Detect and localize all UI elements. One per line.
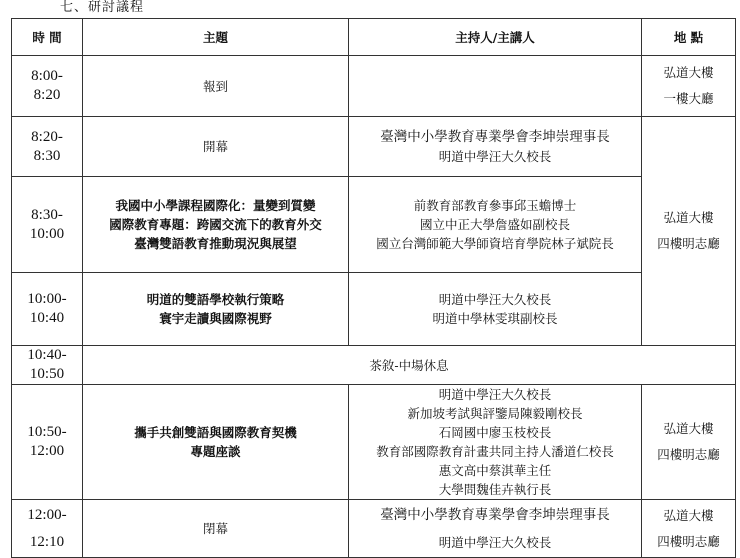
time-start: 10:50- <box>27 424 67 440</box>
time-end: 10:00 <box>29 225 65 242</box>
time-cell <box>12 346 83 385</box>
host-line: 明道中學汪大久校長 <box>438 387 552 402</box>
host-line: 大學問魏佳卉執行長 <box>438 482 552 497</box>
table-row <box>12 273 736 346</box>
agenda-table <box>11 18 736 558</box>
host-line: 明道中學汪大久校長 <box>438 292 552 307</box>
host-cell <box>349 273 642 346</box>
time-end: 12:10 <box>29 533 65 550</box>
time-cell <box>12 177 83 273</box>
topic-line: 開幕 <box>202 139 228 154</box>
header-host: 主持人/主講人 <box>349 19 642 56</box>
time-start: 8:30- <box>31 206 63 223</box>
time-start: 8:20- <box>31 128 63 145</box>
topic-line: 國際教育專題：跨國交流下的教育外交 <box>109 217 322 232</box>
host-line: 前教育部教育參事邱玉蟾博士 <box>413 198 577 213</box>
host-line: 明道中學汪大久校長 <box>438 148 552 164</box>
host-line: 新加坡考試與評鑒局陳毅剛校長 <box>407 406 583 421</box>
table-row <box>12 500 736 558</box>
place-cell <box>642 385 736 500</box>
time-cell <box>12 56 83 117</box>
host-cell <box>349 56 642 117</box>
table-row-break <box>12 346 736 385</box>
header-place: 地 點 <box>642 19 736 56</box>
topic-line: 報到 <box>202 78 228 94</box>
time-end: 10:40 <box>29 310 65 326</box>
topic-cell <box>83 177 349 273</box>
time-start: 12:00- <box>27 506 67 523</box>
time-end: 12:00 <box>29 443 65 459</box>
topic-line: 攜手共創雙語與國際教育契機 <box>134 425 297 440</box>
time-cell <box>12 385 83 500</box>
header-time: 時 間 <box>12 19 83 56</box>
time-end: 8:20 <box>33 87 61 103</box>
header-topic: 主題 <box>83 19 349 56</box>
time-start: 8:00- <box>31 68 63 84</box>
place-line: 四樓明志廳 <box>657 533 720 549</box>
topic-cell <box>83 273 349 346</box>
break-cell: 茶敘-中場休息 <box>83 346 736 385</box>
place-line: 弘道大樓 <box>663 210 714 225</box>
table-row <box>12 385 736 500</box>
host-cell <box>349 177 642 273</box>
time-start: 10:40- <box>27 347 67 363</box>
time-cell <box>12 500 83 558</box>
host-line: 明道中學林雯琪副校長 <box>432 311 558 326</box>
place-cell <box>642 56 736 117</box>
host-cell <box>349 385 642 500</box>
place-line: 一樓大廳 <box>663 91 714 106</box>
topic-line: 專題座談 <box>190 444 241 459</box>
table-row <box>12 56 736 117</box>
topic-cell <box>83 385 349 500</box>
host-line: 國立台灣師範大學師資培育學院林子斌院長 <box>376 236 614 251</box>
host-cell <box>349 500 642 558</box>
topic-line: 我國中小學課程國際化：量變到質變 <box>115 198 316 213</box>
time-start: 10:00- <box>27 291 67 307</box>
topic-line: 閉幕 <box>202 521 228 536</box>
place-line: 弘道大樓 <box>663 507 714 523</box>
header-row <box>12 19 736 56</box>
topic-cell <box>83 500 349 558</box>
place-cell <box>642 500 736 558</box>
host-line: 教育部國際教育計畫共同主持人潘道仁校長 <box>376 444 614 459</box>
place-line: 四樓明志廳 <box>657 447 720 462</box>
table-row <box>12 117 736 177</box>
host-line: 臺灣中小學教育專業學會李坤崇理事長 <box>380 506 610 523</box>
time-cell <box>12 273 83 346</box>
host-line: 臺灣中小學教育專業學會李坤崇理事長 <box>380 128 610 145</box>
host-line: 明道中學汪大久校長 <box>438 534 552 550</box>
topic-cell <box>83 56 349 117</box>
topic-line: 明道的雙語學校執行策略 <box>146 292 285 307</box>
time-cell <box>12 117 83 177</box>
host-line: 石岡國中廖玉枝校長 <box>438 425 552 440</box>
host-cell <box>349 117 642 177</box>
topic-line: 臺灣雙語教育推動現況與展望 <box>134 236 297 251</box>
host-line: 惠文高中蔡淇華主任 <box>438 463 552 478</box>
section-title: 七、研討議程 <box>60 0 145 15</box>
time-end: 10:50 <box>29 366 65 382</box>
table-row <box>12 177 736 273</box>
place-cell-merged <box>642 117 736 346</box>
place-line: 弘道大樓 <box>663 421 714 436</box>
host-line: 國立中正大學詹盛如副校長 <box>419 217 570 232</box>
topic-cell <box>83 117 349 177</box>
topic-line: 寰宇走讀與國際視野 <box>159 311 272 326</box>
place-line: 弘道大樓 <box>663 65 714 80</box>
time-end: 8:30 <box>33 147 61 164</box>
place-line: 四樓明志廳 <box>657 236 720 251</box>
